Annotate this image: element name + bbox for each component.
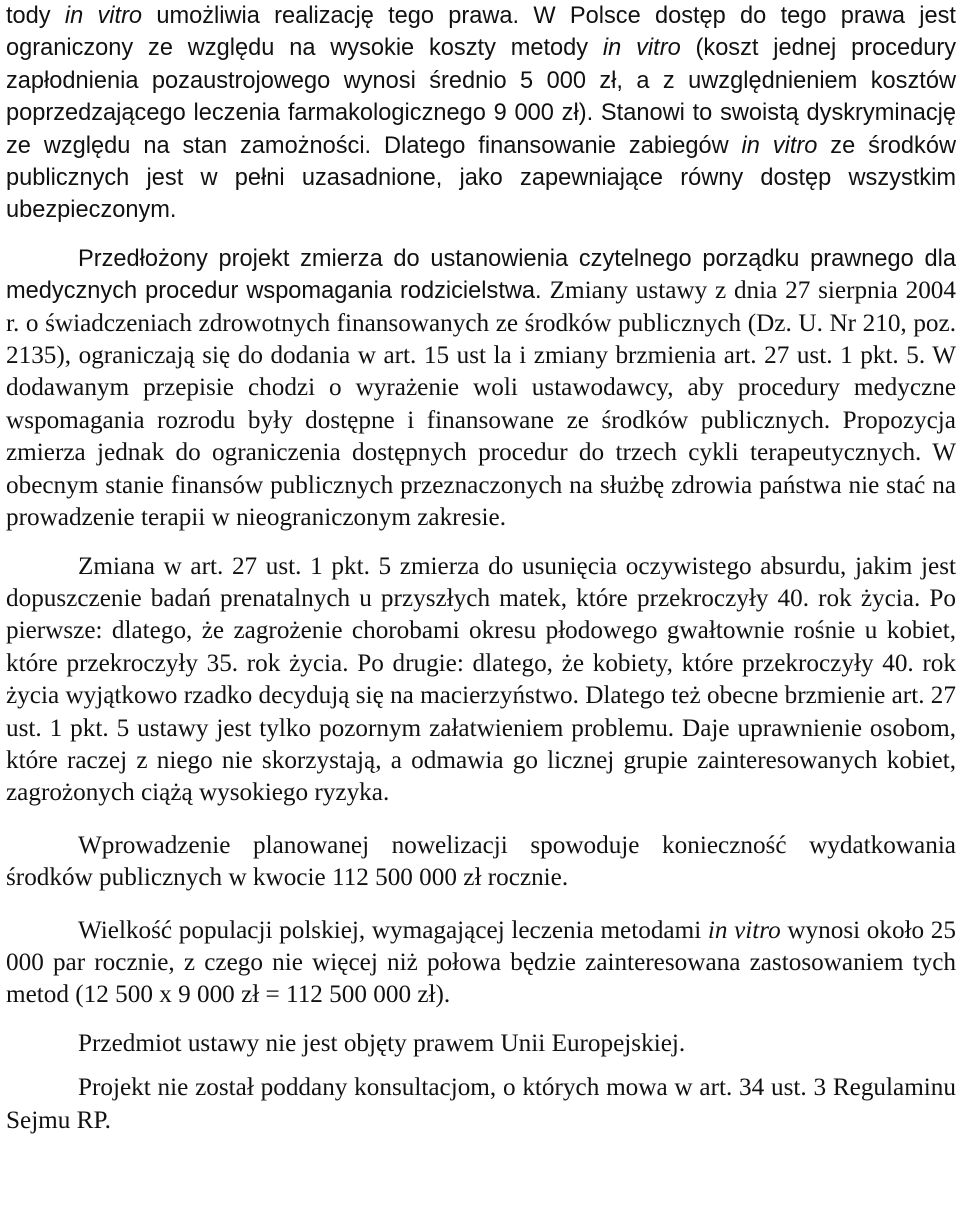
text-segment: ze środków publicznych jest w pełni uzasadnione, jako zapewniające równy dostęp wszystkim ubezpieczonym. bbox=[6, 132, 956, 224]
italic-term: in vitro bbox=[707, 916, 781, 944]
paragraph-1 bbox=[6, 0, 956, 227]
text-segment: umożliwia realizację tego prawa. W Polsce dostęp do tego prawa jest ograniczony ze względu na wysokie koszty metody bbox=[6, 3, 956, 62]
paragraph-5 bbox=[6, 915, 956, 1012]
text-segment: Po pierwsze: dlatego, że zagrożenie chorobami okresu płodowego gwałtownie rośnie u kobiet, które przekroczyły 35. rok życia. Po drugie: dlatego, że kobiety, które przekroczyły 40. rok życia wyjątkowo rzadko decydują się na macierzyństwo. Dlatego też obecne brzmienie art. 27 ust. 1 pkt. 5 ustawy jest tylko pozornym załatwieniem problemu. Daje uprawnienie osobom, które raczej z niego nie skorzystają, a odmawia go licznej grupie zainteresowanych kobiet, zagrożonych ciążą wysokiego ryzyka. bbox=[6, 584, 956, 807]
text-segment: Wprowadzenie planowanej nowelizacji spowoduje konieczność wydatkowania środków publicznych w kwocie 112 500 000 zł rocznie. bbox=[6, 831, 956, 892]
text-segment: Projekt nie został poddany konsultacjom, o których mowa w art. 34 ust. 3 Regulaminu Sejmu RP. bbox=[6, 1074, 956, 1134]
text-segment: Zmiany ustawy z dnia 27 sierpnia 2004 r. o świadczeniach zdrowotnych finansowanych ze środków publicznych (Dz. U. Nr 210, poz. 2135), ograniczają się do dodania w art. 15 ust la i zmiany brzmienia art. 27 ust. 1 pkt. 5. W dodawanym przepisie chodzi o wyrażenie woli ustawodawcy, aby procedury medyczne wspomagania rozrodu były dostępne i finansowane ze środków publicznych. Propozycja zmierza jednak do ograniczenia dostępnych procedur do trzech cykli terapeutycznych. W obecnym stanie finansów publicznych przeznaczonych na służbę zdrowia państwa nie stać na prowadzenie terapii w nieograniczonym zakresie. bbox=[6, 277, 956, 532]
paragraph-6 bbox=[6, 1028, 956, 1060]
text-segment: Przedmiot ustawy nie jest objęty prawem Unii Europejskiej. bbox=[78, 1029, 686, 1057]
text-segment: 5 zmierza do usunięcia oczywistego absurdu, jakim jest dopuszczenie badań prenatalnych u przyszłych matek, które przekroczyły 40. rok życia. bbox=[6, 552, 956, 612]
paragraph-2 bbox=[6, 243, 956, 535]
italic-term: in vitro bbox=[602, 35, 681, 62]
text-segment: Zmiana w art. 27 ust. 1 pkt. bbox=[78, 552, 379, 580]
italic-term: in vitro bbox=[64, 3, 143, 29]
paragraph-7 bbox=[6, 1072, 956, 1137]
text-segment: Przedłożony projekt zmierza do ustanowienia czytelnego porządku prawnego dla medycznych procedur wspomagania rodzicielstwa. bbox=[6, 245, 956, 305]
italic-term: in vitro bbox=[741, 132, 818, 159]
text-segment: tody bbox=[6, 3, 65, 29]
document-page bbox=[6, 0, 956, 1137]
paragraph-4 bbox=[6, 830, 956, 895]
paragraph-3 bbox=[6, 551, 956, 810]
text-segment: (koszt jednej procedury zapłodnienia pozaustrojowego wynosi średnio 5 000 zł, a z uwzględnieniem kosztów poprzedzającego leczenia farmakologicznego 9 000 zł). Stanowi to swoistą dyskryminację ze względu na stan zamożności. Dlatego finansowanie zabiegów bbox=[6, 35, 957, 159]
text-segment: wynosi około 25 000 par rocznie, z czego nie więcej niż połowa będzie zainteresowana zastosowaniem tych metod (12 500 x 9 000 zł = 112 500 000 zł). bbox=[6, 916, 956, 1009]
text-segment: Wielkość populacji polskiej, wymagającej leczenia metodami bbox=[78, 916, 708, 944]
